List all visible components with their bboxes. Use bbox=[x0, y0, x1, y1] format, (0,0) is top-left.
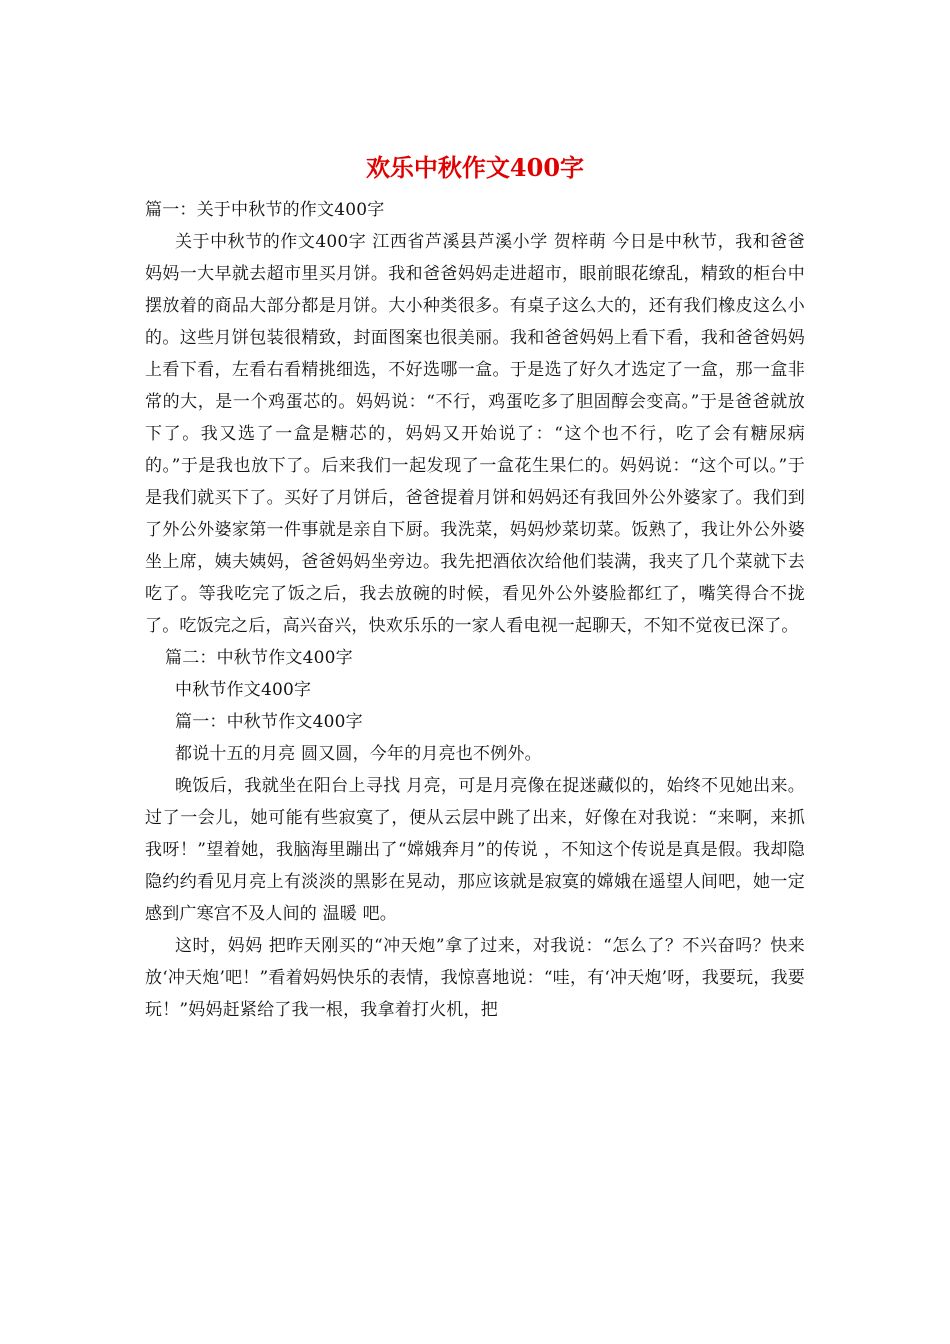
subsection-heading: 篇一：中秋节作文400字 bbox=[175, 712, 363, 732]
body-paragraph-3: 晚饭后，我就坐在阳台上寻找 月亮，可是月亮像在捉迷藏似的，始终不见她出来。过了一会儿，她可能有些寂寞了，便从云层中跳了出来，好像在对我说：“来啊，来抓我呀！”望着她，我脑海里蹦出了“嫦娥奔月”的传说 ，不知这个传说是真是假。我却隐隐约约看见月亮上有淡淡的黑影在晃动，那应该就是寂寞的嫦娥在遥望人间吧，她一定感到广寒宫不及人间的 温暖 吧。 bbox=[145, 776, 805, 924]
document-body bbox=[145, 194, 805, 1026]
section-heading-2: 篇二：中秋节作文400字 bbox=[165, 648, 353, 668]
article-title: 中秋节作文400字 bbox=[175, 680, 312, 700]
section-heading-1: 篇一：关于中秋节的作文400字 bbox=[145, 200, 385, 220]
body-paragraph-4: 这时，妈妈 把昨天刚买的“冲天炮”拿了过来，对我说：“怎么了？不兴奋吗？快来放‘冲天炮’吧！”看着妈妈快乐的表情，我惊喜地说：“哇，有‘冲天炮’呀，我要玩，我要玩！”妈妈赶紧给了我一根，我拿着打火机，把 bbox=[145, 936, 805, 1020]
body-paragraph-1: 关于中秋节的作文400字 江西省芦溪县芦溪小学 贺梓萌 今日是中秋节，我和爸爸妈妈一大早就去超市里买月饼。我和爸爸妈妈走进超市，眼前眼花缭乱，精致的柜台中摆放着的商品大部分都是月饼。大小种类很多。有桌子这么大的，还有我们橡皮这么小的。这些月饼包装很精致，封面图案也很美丽。我和爸爸妈妈上看下看，我和爸爸妈妈上看下看，左看右看精挑细选，不好选哪一盒。于是选了好久才选定了一盒，那一盒非常的大，是一个鸡蛋芯的。妈妈说：“不行，鸡蛋吃多了胆固醇会变高。”于是爸爸就放下了。我又选了一盒是糖芯的，妈妈又开始说了：“这个也不行，吃了会有糖尿病的。”于是我也放下了。后来我们一起发现了一盒花生果仁的。妈妈说：“这个可以。”于是我们就买下了。买好了月饼后，爸爸提着月饼和妈妈还有我回外公外婆家了。我们到了外公外婆家第一件事就是亲自下厨。我洗菜，妈妈炒菜切菜。饭熟了，我让外公外婆坐上席，姨夫姨妈，爸爸妈妈坐旁边。我先把酒依次给他们装满，我夹了几个菜就下去吃了。等我吃完了饭之后，我去放碗的时候，看见外公外婆脸都红了，嘴笑得合不拢了。吃饭完之后，高兴奋兴，快欢乐乐的一家人看电视一起聊天，不知不觉夜已深了。 bbox=[145, 232, 805, 636]
body-paragraph-2: 都说十五的月亮 圆又圆，今年的月亮也不例外。 bbox=[175, 744, 542, 764]
document-title: 欢乐中秋作文400字 bbox=[365, 153, 585, 182]
